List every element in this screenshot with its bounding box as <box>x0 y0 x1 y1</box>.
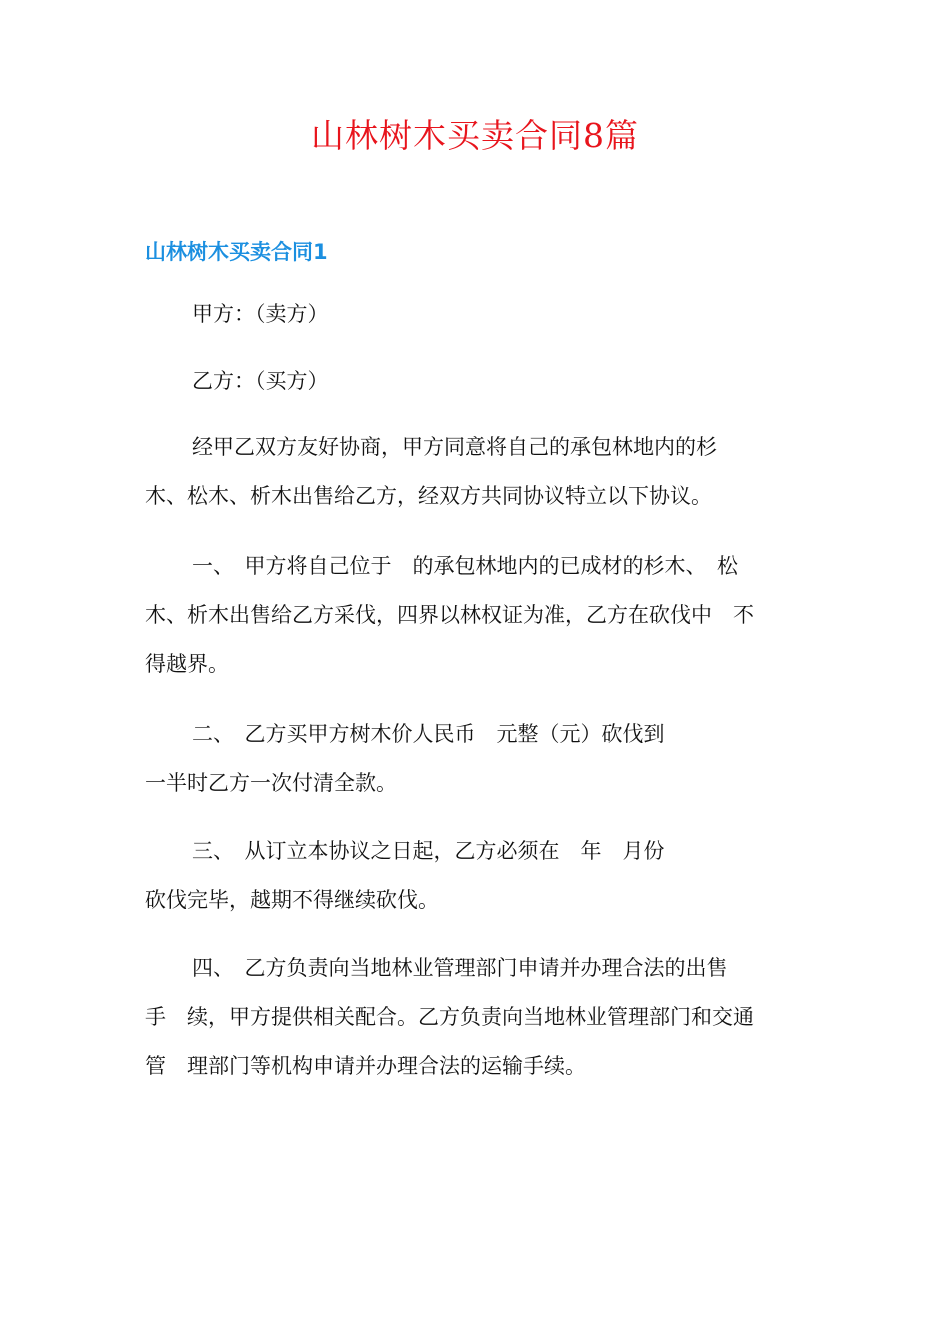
party-b-line: 乙方：（买方） <box>192 369 329 393</box>
party-a-paragraph <box>145 290 825 339</box>
clause-2-line-2: 一半时乙方一次付清全款。 <box>145 771 397 795</box>
clause-3-line-1: 三、 从订立本协议之日起，乙方必须在 年 月份 <box>192 839 665 863</box>
clause-2-line-1: 二、 乙方买甲方树木价人民币 元整（元）砍伐到 <box>192 722 665 746</box>
clause-4-line-2: 手 续，甲方提供相关配合。乙方负责向当地林业管理部门和交通 <box>145 1005 754 1029</box>
clause-1-line-1: 一、 甲方将自己位于 的承包林地内的已成材的杉木、 松 <box>192 554 738 578</box>
clause-4-line-3: 管 理部门等机构申请并办理合法的运输手续。 <box>145 1054 586 1078</box>
party-b-paragraph <box>145 357 825 406</box>
clause-2-paragraph <box>145 710 825 808</box>
document-title: 山林树木买卖合同8篇 <box>311 116 639 155</box>
party-a-line: 甲方：（卖方） <box>192 302 329 326</box>
clause-4-line-1: 四、 乙方负责向当地林业管理部门申请并办理合法的出售 <box>192 956 728 980</box>
clause-4-paragraph <box>145 944 825 1091</box>
clause-1-line-2: 木、析木出售给乙方采伐，四界以林权证为准，乙方在砍伐中 不 <box>145 603 754 627</box>
clause-3-line-2: 砍伐完毕，越期不得继续砍伐。 <box>145 888 439 912</box>
clause-1-line-3: 得越界。 <box>145 652 229 676</box>
intro-line-2: 木、松木、析木出售给乙方，经双方共同协议特立以下协议。 <box>145 484 712 508</box>
intro-paragraph <box>145 423 825 521</box>
clause-1-paragraph <box>145 542 825 689</box>
clause-3-paragraph <box>145 827 825 925</box>
section-heading: 山林树木买卖合同1 <box>145 240 328 264</box>
intro-line-1: 经甲乙双方友好协商，甲方同意将自己的承包林地内的杉 <box>192 435 717 459</box>
